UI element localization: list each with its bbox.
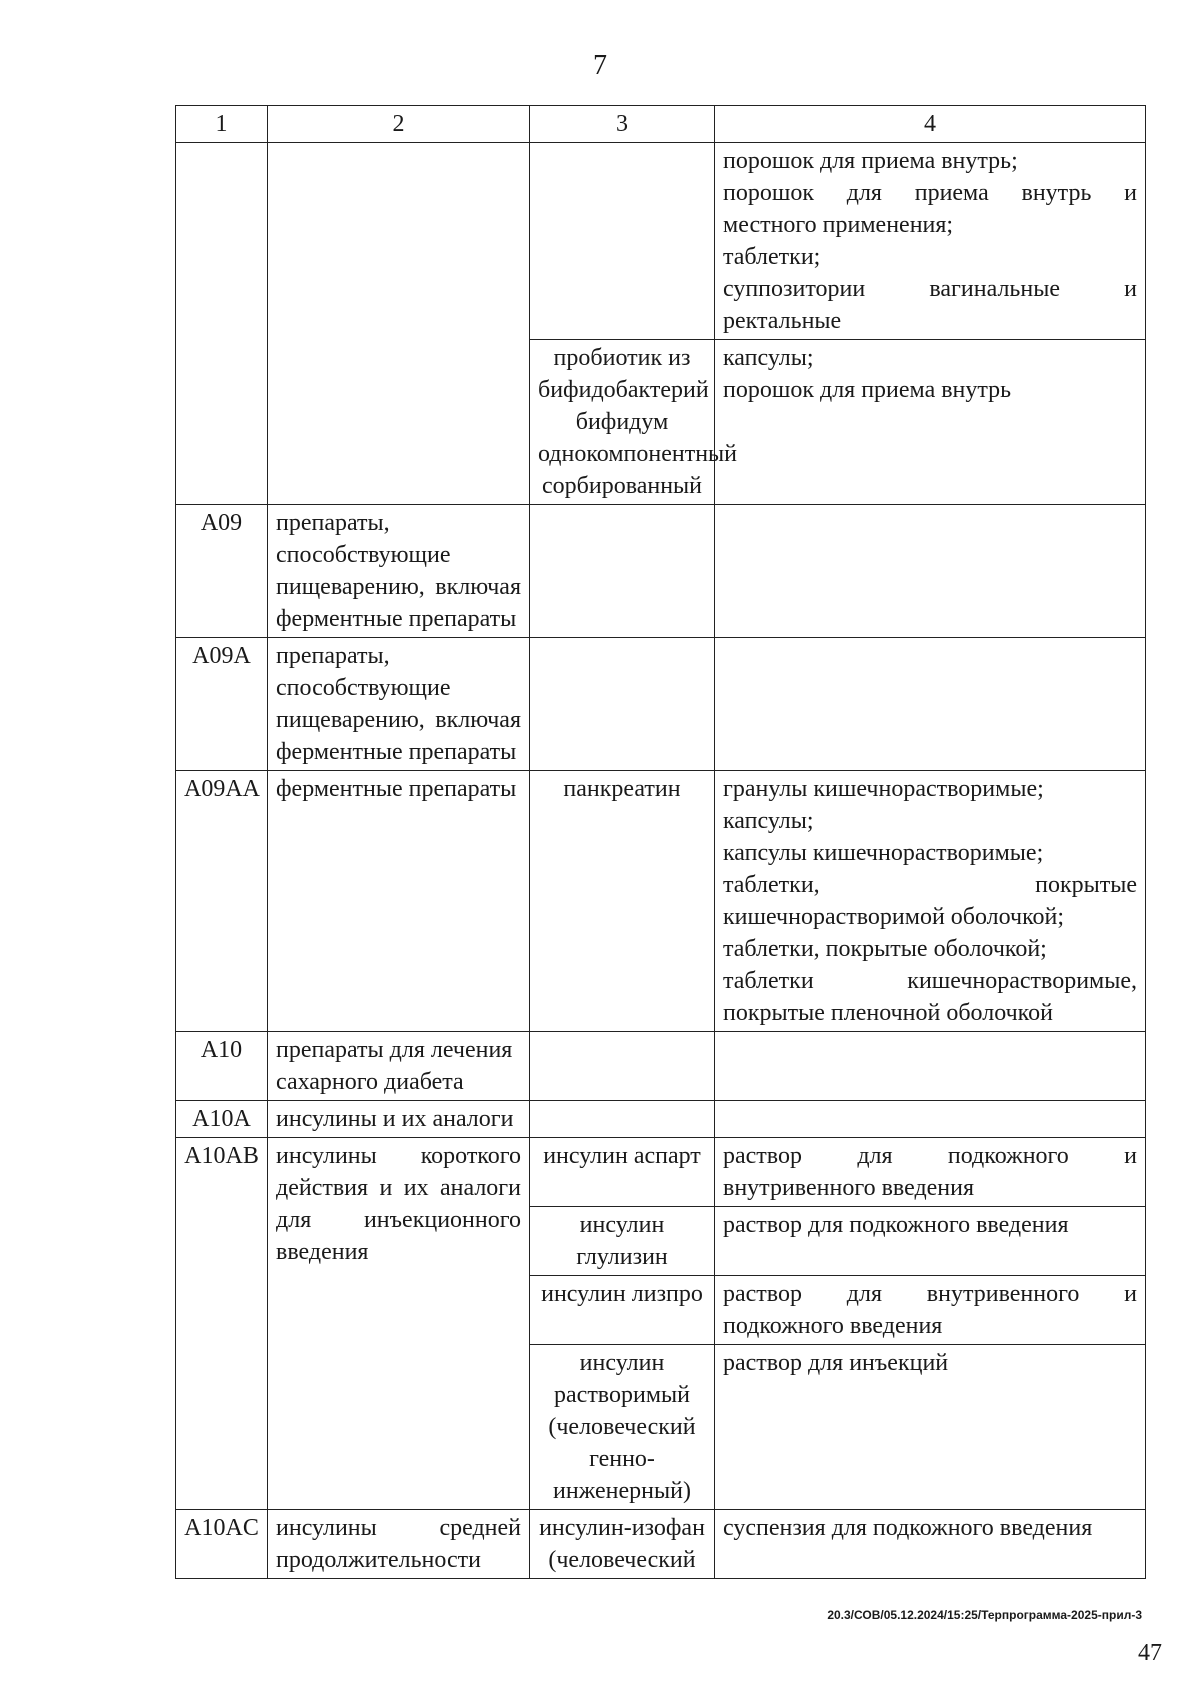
form-line: порошок для приема внутрь; bbox=[723, 148, 1018, 174]
group-cell: инсулины короткого действия и их аналоги для инъекционного введения bbox=[268, 1138, 530, 1510]
column-header-3: 3 bbox=[530, 106, 715, 143]
drug-cell: инсулин лизпро bbox=[530, 1276, 715, 1345]
form-line: капсулы кишечнорастворимые; bbox=[723, 840, 1044, 866]
group-cell: препараты, способствующие пищеварению, включая ферментные препараты bbox=[268, 638, 530, 771]
table-row bbox=[176, 638, 1146, 771]
group-cell: инсулины средней продолжительности bbox=[268, 1510, 530, 1579]
forms-cell: раствор для подкожного и внутривенного введения bbox=[715, 1138, 1146, 1207]
column-header-1: 1 bbox=[176, 106, 268, 143]
atc-code-cell: A10 bbox=[176, 1032, 268, 1101]
form-line: порошок для приема внутрь bbox=[723, 377, 1012, 403]
table-row bbox=[176, 1138, 1146, 1207]
forms-cell bbox=[715, 505, 1146, 638]
forms-cell bbox=[715, 771, 1146, 1032]
drug-cell: инсулин-изофан (человеческий bbox=[530, 1510, 715, 1579]
group-cell: инсулины и их аналоги bbox=[268, 1101, 530, 1138]
group-cell: препараты, способствующие пищеварению, включая ферментные препараты bbox=[268, 505, 530, 638]
forms-cell bbox=[715, 1101, 1146, 1138]
drug-cell: инсулин аспарт bbox=[530, 1138, 715, 1207]
forms-cell bbox=[715, 1032, 1146, 1101]
forms-cell: раствор для инъекций bbox=[715, 1345, 1146, 1510]
atc-code-cell bbox=[176, 143, 268, 505]
table-header-row bbox=[176, 106, 1146, 143]
page-number-top: 7 bbox=[593, 50, 607, 81]
column-header-2: 2 bbox=[268, 106, 530, 143]
group-cell bbox=[268, 143, 530, 505]
document-reference: 20.3/СОВ/05.12.2024/15:25/Терпрограмма-2025-прил-3 bbox=[827, 1608, 1142, 1622]
form-line: капсулы; bbox=[723, 345, 814, 371]
drug-cell bbox=[530, 143, 715, 340]
form-line: ректальные bbox=[723, 308, 842, 334]
page-number-bottom: 47 bbox=[1138, 1640, 1162, 1666]
drug-cell: пробиотик из бифидобактерий бифидум однокомпонентный сорбированный bbox=[530, 340, 715, 505]
drug-table bbox=[175, 105, 1146, 1579]
atc-code-cell: A10AC bbox=[176, 1510, 268, 1579]
drug-cell: панкреатин bbox=[530, 771, 715, 1032]
form-line: таблетки; bbox=[723, 244, 821, 270]
drug-cell bbox=[530, 1101, 715, 1138]
forms-cell: раствор для внутривенного и подкожного введения bbox=[715, 1276, 1146, 1345]
drug-cell bbox=[530, 1032, 715, 1101]
group-cell: препараты для лечения сахарного диабета bbox=[268, 1032, 530, 1101]
atc-code-cell: A09 bbox=[176, 505, 268, 638]
form-line: таблетки, покрытые оболочкой; bbox=[723, 936, 1047, 962]
table-row bbox=[176, 505, 1146, 638]
form-line: гранулы кишечнорастворимые; bbox=[723, 776, 1044, 802]
drug-cell bbox=[530, 505, 715, 638]
column-header-4: 4 bbox=[715, 106, 1146, 143]
table-row bbox=[176, 1032, 1146, 1101]
table-row bbox=[176, 143, 1146, 340]
table-row bbox=[176, 771, 1146, 1032]
drug-cell: инсулин растворимый (человеческий генно-инженерный) bbox=[530, 1345, 715, 1510]
form-line: суппозитории вагинальные и bbox=[723, 276, 1137, 302]
atc-code-cell: A10AB bbox=[176, 1138, 268, 1510]
atc-code-cell: A10A bbox=[176, 1101, 268, 1138]
forms-cell bbox=[715, 143, 1146, 340]
form-line: капсулы; bbox=[723, 808, 814, 834]
drug-cell bbox=[530, 638, 715, 771]
table-row bbox=[176, 1101, 1146, 1138]
forms-cell: суспензия для подкожного введения bbox=[715, 1510, 1146, 1579]
drug-cell: инсулин глулизин bbox=[530, 1207, 715, 1276]
form-line: порошок для приема внутрь и bbox=[723, 180, 1137, 206]
group-cell: ферментные препараты bbox=[268, 771, 530, 1032]
table-row bbox=[176, 1510, 1146, 1579]
form-line: местного применения; bbox=[723, 212, 954, 238]
forms-cell bbox=[715, 340, 1146, 505]
form-line: таблетки кишечнорастворимые, покрытые пленочной оболочкой bbox=[723, 968, 1137, 1026]
forms-cell: раствор для подкожного введения bbox=[715, 1207, 1146, 1276]
form-line: таблетки, покрытые кишечнорастворимой оболочкой; bbox=[723, 872, 1137, 930]
forms-cell bbox=[715, 638, 1146, 771]
atc-code-cell: A09AA bbox=[176, 771, 268, 1032]
atc-code-cell: A09A bbox=[176, 638, 268, 771]
